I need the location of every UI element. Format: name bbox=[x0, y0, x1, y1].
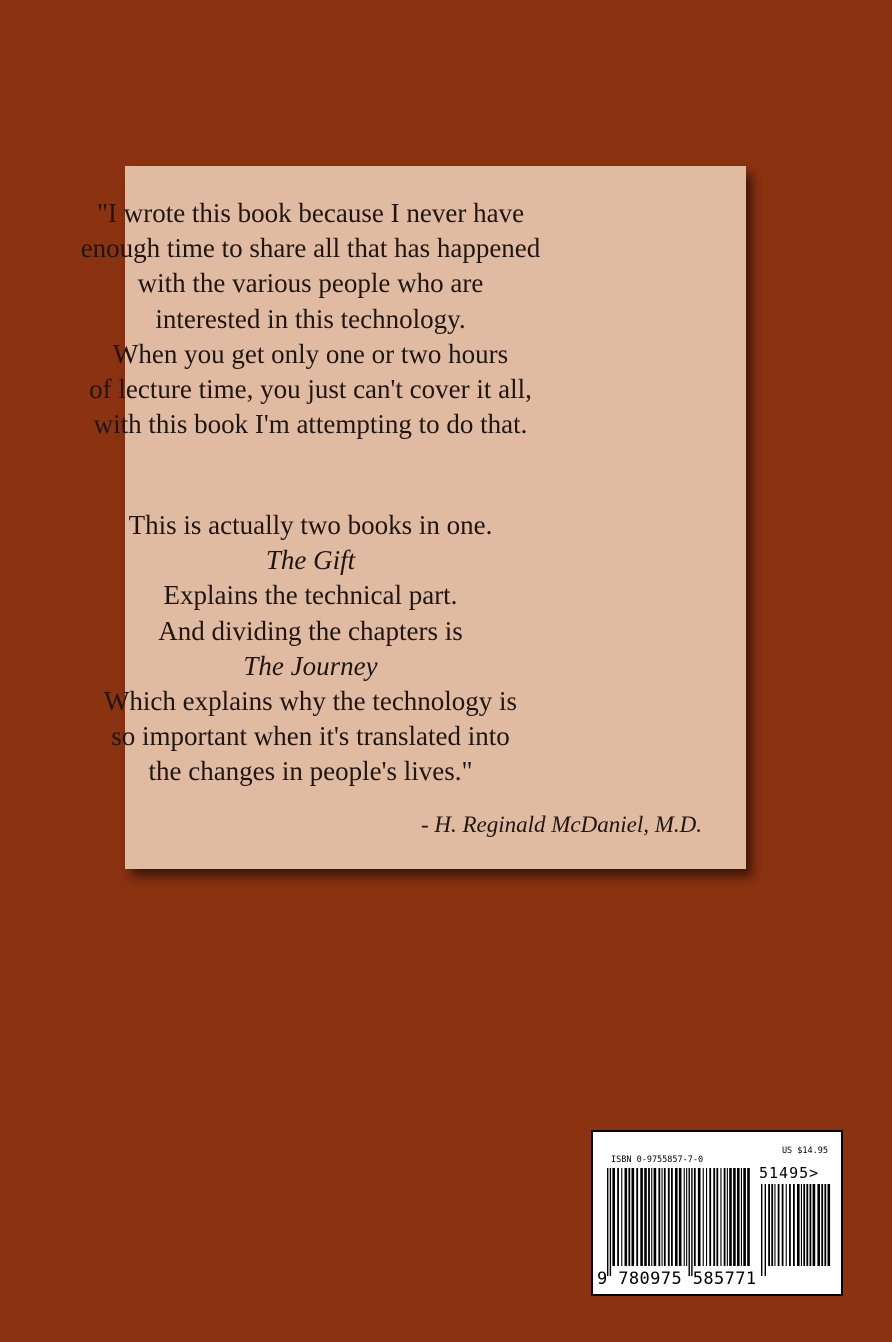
ean-barcode-bars bbox=[605, 1168, 755, 1278]
barcode-bar bbox=[737, 1168, 740, 1266]
price-label: US $14.95 bbox=[781, 1146, 828, 1156]
barcode-bar bbox=[821, 1184, 823, 1266]
barcode-bar bbox=[679, 1168, 682, 1266]
barcode-bar bbox=[654, 1168, 657, 1266]
barcode-bar bbox=[806, 1184, 808, 1266]
barcode-bar bbox=[810, 1184, 812, 1266]
quote-line: with this book I'm attempting to do that. bbox=[93, 409, 528, 440]
quote-paragraph-1 bbox=[0, 196, 621, 442]
quote-line: with the various people who are bbox=[137, 268, 484, 299]
barcode-bar bbox=[720, 1168, 721, 1266]
barcode-bar bbox=[828, 1184, 831, 1266]
barcode-bar bbox=[747, 1168, 750, 1266]
barcode-bar bbox=[621, 1168, 622, 1266]
barcode-bar bbox=[803, 1184, 805, 1266]
barcode-bar bbox=[778, 1184, 780, 1266]
quote-line: When you get only one or two hours bbox=[112, 338, 509, 369]
quote-line: the changes in people's lives." bbox=[148, 756, 473, 787]
barcode-bar bbox=[709, 1168, 711, 1266]
barcode-bar bbox=[694, 1168, 696, 1266]
barcode-bar bbox=[610, 1168, 611, 1276]
barcode-bar bbox=[789, 1184, 791, 1266]
barcode-bar bbox=[774, 1184, 775, 1266]
barcode-bar bbox=[716, 1168, 718, 1266]
barcode-bar bbox=[675, 1168, 678, 1266]
barcode-bar bbox=[612, 1168, 615, 1266]
barcode-bar bbox=[706, 1168, 707, 1266]
barcode-bar bbox=[733, 1168, 736, 1266]
barcode-bar bbox=[703, 1168, 704, 1266]
barcode-bar bbox=[786, 1184, 787, 1266]
barcode-bar bbox=[727, 1168, 728, 1266]
quote-line: This is actually two books in one. bbox=[128, 510, 493, 540]
barcode-bar bbox=[684, 1168, 685, 1266]
quote-line: interested in this technology. bbox=[155, 303, 466, 334]
barcode-bar bbox=[801, 1184, 802, 1266]
barcode-bar bbox=[628, 1168, 630, 1266]
barcode-bar bbox=[644, 1168, 647, 1266]
barcode-bar bbox=[648, 1168, 650, 1266]
barcode-bar bbox=[651, 1168, 652, 1266]
quote-line: so important when it's translated into bbox=[111, 721, 510, 752]
barcode-bar bbox=[793, 1184, 795, 1266]
quote-line: Explains the technical part. bbox=[163, 580, 458, 611]
barcode-bar bbox=[640, 1168, 643, 1266]
quote-line: Which explains why the technology is bbox=[103, 686, 518, 717]
barcode-bar bbox=[813, 1184, 816, 1266]
quote-paragraph-2 bbox=[0, 508, 621, 790]
barcode-bar bbox=[686, 1168, 687, 1266]
quote-attribution: - H. Reginald McDaniel, M.D. bbox=[420, 812, 702, 837]
quote-line: of lecture time, you just can't cover it all, bbox=[89, 374, 532, 405]
price-supplement-number: 51495> bbox=[759, 1164, 820, 1182]
barcode-bar bbox=[632, 1168, 635, 1266]
barcode-bar bbox=[782, 1184, 784, 1266]
barcode-bar bbox=[741, 1168, 742, 1266]
barcode-bar bbox=[743, 1168, 746, 1266]
barcode-bar bbox=[617, 1168, 619, 1266]
quote-line: "I wrote this book because I never have bbox=[96, 198, 525, 228]
barcode-bar bbox=[662, 1168, 663, 1266]
price-supplement-bars bbox=[759, 1184, 831, 1278]
barcode-bar bbox=[824, 1184, 826, 1266]
barcode-bar bbox=[797, 1184, 800, 1266]
barcode-bar bbox=[765, 1184, 766, 1276]
barcode-bar bbox=[689, 1168, 690, 1276]
book-title-the-journey: The Journey bbox=[243, 650, 378, 681]
barcode-bar bbox=[768, 1184, 770, 1266]
barcode-bar bbox=[713, 1168, 715, 1266]
barcode-bar bbox=[817, 1184, 820, 1266]
barcode-digits: 9 780975 585771 bbox=[597, 1269, 757, 1289]
isbn-label: ISBN 0-9755857-7-0 bbox=[611, 1155, 704, 1165]
barcode-bar bbox=[771, 1184, 773, 1266]
book-title-the-gift: The Gift bbox=[265, 545, 356, 576]
quote-line: enough time to share all that has happened bbox=[80, 233, 541, 264]
barcode-bar bbox=[729, 1168, 732, 1266]
barcode-bar bbox=[691, 1168, 692, 1276]
isbn-barcode bbox=[591, 1130, 843, 1296]
barcode-bar bbox=[698, 1168, 701, 1266]
barcode-bar bbox=[671, 1168, 673, 1266]
barcode-bar bbox=[724, 1168, 726, 1266]
barcode-bar bbox=[668, 1168, 670, 1266]
barcode-bar bbox=[625, 1168, 628, 1266]
barcode-bar bbox=[658, 1168, 660, 1266]
barcode-bar bbox=[664, 1168, 666, 1266]
barcode-bar bbox=[607, 1168, 608, 1276]
quote-line: And dividing the chapters is bbox=[158, 615, 463, 646]
barcode-bar bbox=[636, 1168, 638, 1266]
barcode-bar bbox=[761, 1184, 762, 1276]
